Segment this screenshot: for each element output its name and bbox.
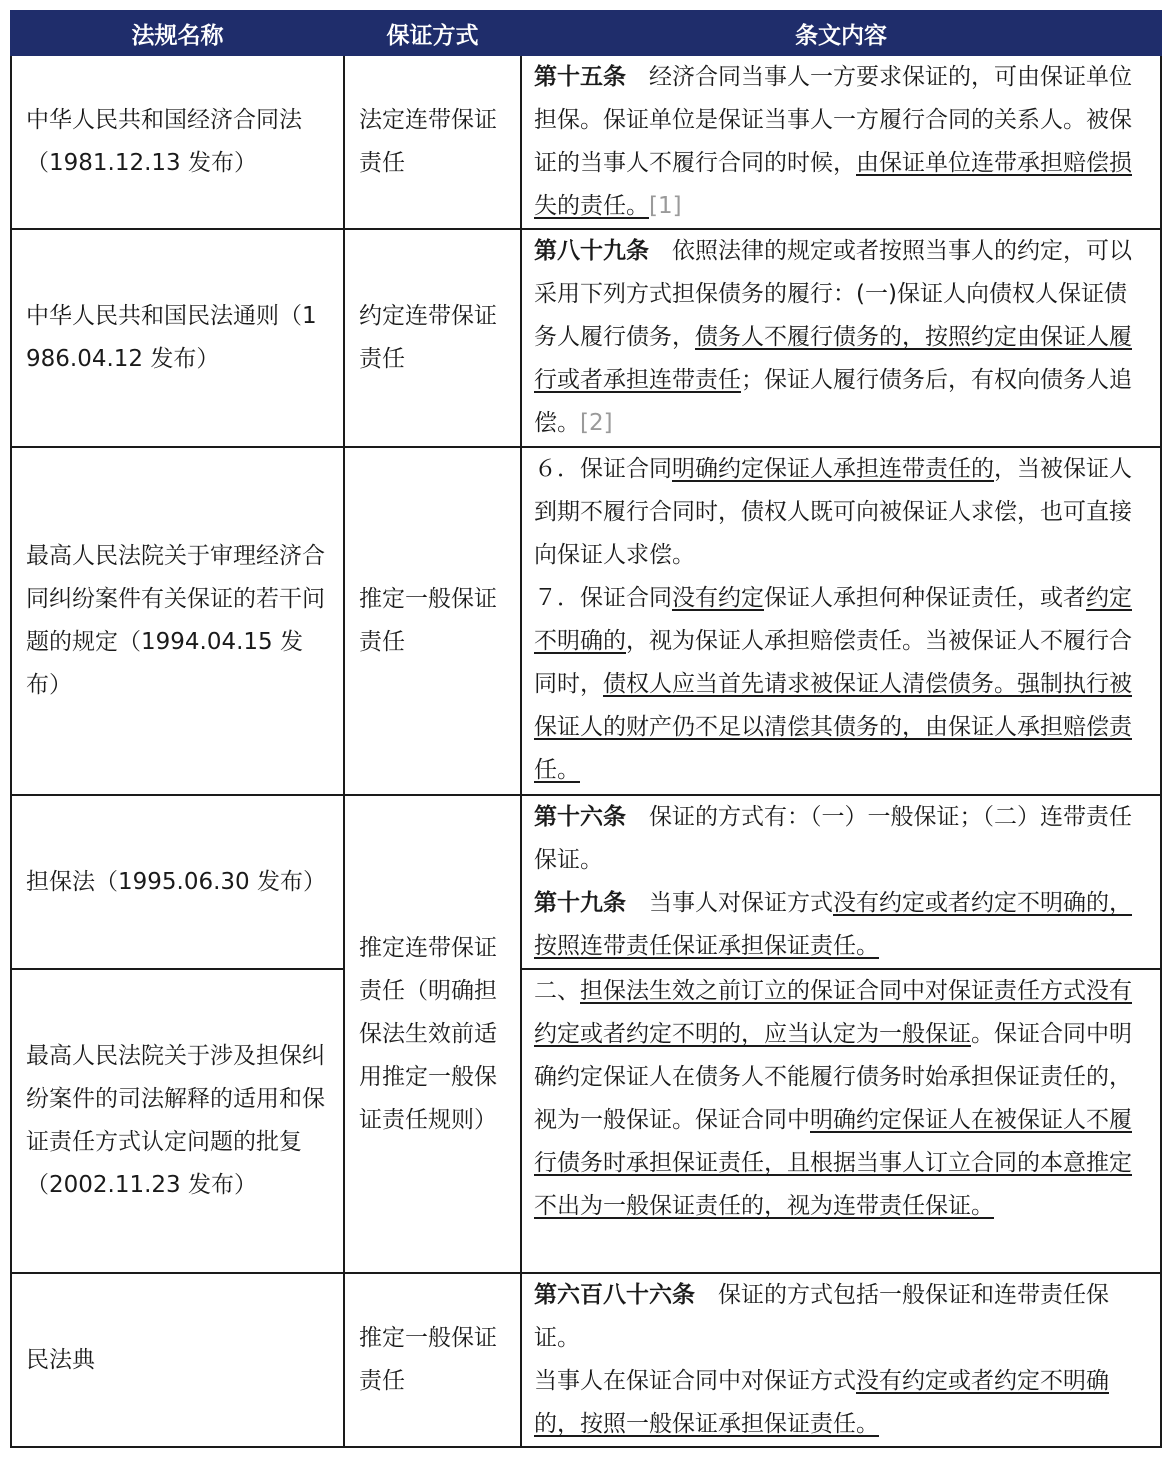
clause-content-cell bbox=[521, 1273, 1161, 1447]
clause-text: 经济合同当事人一方要求保证的，可由保证单位担保。保证单位是保证当事人一方履行合同的关系人。被保证的当事人不履行合同的时候， bbox=[534, 64, 1132, 176]
law-name-cell: 民法典 bbox=[11, 1273, 344, 1447]
table-row bbox=[11, 969, 1161, 1273]
clause-paragraph bbox=[534, 1360, 1148, 1446]
header-law-name: 法规名称 bbox=[11, 11, 344, 55]
footnote-ref[interactable]: [1] bbox=[649, 193, 682, 219]
clause-content-cell bbox=[521, 447, 1161, 795]
clause-text: 保证的方式有：（一）一般保证；（二）连带责任保证。 bbox=[534, 804, 1132, 873]
clause-content-cell bbox=[521, 55, 1161, 229]
clause-underlined-text: 没有约定 bbox=[672, 585, 764, 611]
clause-text: ；保证人履行债务后，有权向债务人追偿。 bbox=[534, 367, 1132, 436]
guarantee-method-cell: 推定连带保证责任（明确担保法生效前适用推定一般保证责任规则） bbox=[344, 795, 521, 1273]
clause-underlined-text: 债权人应当首先请求被保证人清偿债务。强制执行被保证人的财产仍不足以清偿其债务的，由保证人承担赔偿责任。 bbox=[534, 671, 1132, 783]
clause-underlined-text: 明确约定保证人承担连带责任的 bbox=[672, 456, 994, 482]
clause-text: 保证的方式包括一般保证和连带责任保证。 bbox=[534, 1282, 1109, 1351]
table-row bbox=[11, 55, 1161, 229]
table-row bbox=[11, 229, 1161, 447]
clause-paragraph bbox=[534, 577, 1148, 792]
clause-text: 。保证合同中明确约定保证人在债务人不能履行债务时始承担保证责任的，视为一般保证。保证合同中 bbox=[534, 1021, 1132, 1133]
clause-underlined-text: 明确约定保证人在被保证人不履行债务时承担保证责任，且根据当事人订立合同的本意推定不出为一般保证责任的，视为连带责任保证。 bbox=[534, 1107, 1132, 1219]
clause-text: ，当被保证人到期不履行合同时，债权人既可向被保证人求偿，也可直接向保证人求偿。 bbox=[534, 456, 1132, 568]
article-number: 第十九条 bbox=[534, 890, 626, 916]
clause-paragraph bbox=[534, 796, 1148, 882]
clause-text: ７．保证合同 bbox=[534, 585, 672, 611]
clause-text: ，视为保证人承担赔偿责任。当被保证人不履行合同时， bbox=[534, 628, 1132, 697]
table-row bbox=[11, 447, 1161, 795]
law-name-cell: 最高人民法院关于审理经济合同纠纷案件有关保证的若干问题的规定（1994.04.15 发布） bbox=[11, 447, 344, 795]
clause-text: 保证人承担何种保证责任，或者 bbox=[764, 585, 1086, 611]
article-number: 第六百八十六条 bbox=[534, 1282, 695, 1308]
clause-text: ６．保证合同 bbox=[534, 456, 672, 482]
guarantee-method-cell: 约定连带保证责任 bbox=[344, 229, 521, 447]
clause-paragraph bbox=[534, 882, 1148, 968]
table-row bbox=[11, 795, 1161, 969]
table-row bbox=[11, 1273, 1161, 1447]
guarantee-method-cell: 推定一般保证责任 bbox=[344, 1273, 521, 1447]
clause-underlined-text: 担保法生效之前订立的保证合同中对保证责任方式没有约定或者约定不明的，应当认定为一般保证 bbox=[534, 978, 1132, 1047]
law-name-cell: 中华人民共和国经济合同法（1981.12.13 发布） bbox=[11, 55, 344, 229]
article-number: 第十六条 bbox=[534, 804, 626, 830]
regulation-comparison-table bbox=[10, 10, 1162, 1448]
law-name-cell: 担保法（1995.06.30 发布） bbox=[11, 795, 344, 969]
clause-paragraph bbox=[534, 448, 1148, 577]
guarantee-method-cell: 推定一般保证责任 bbox=[344, 447, 521, 795]
clause-content-cell bbox=[521, 795, 1161, 969]
footnote-ref[interactable]: [2] bbox=[580, 410, 613, 436]
clause-paragraph bbox=[534, 230, 1148, 445]
law-name-cell: 中华人民共和国民法通则（1986.04.12 发布） bbox=[11, 229, 344, 447]
law-name-cell: 最高人民法院关于涉及担保纠纷案件的司法解释的适用和保证责任方式认定问题的批复（2002.11.23 发布） bbox=[11, 969, 344, 1273]
clause-underlined-text: 债务人不履行债务的，按照约定由保证人履行或者承担连带责任 bbox=[534, 324, 1132, 393]
clause-underlined-text: 没有约定或者约定不明确的，按照连带责任保证承担保证责任。 bbox=[534, 890, 1132, 959]
header-guarantee-method: 保证方式 bbox=[344, 11, 521, 55]
clause-underlined-text: 约定不明确的 bbox=[534, 585, 1132, 654]
article-number: 第十五条 bbox=[534, 64, 626, 90]
clause-paragraph bbox=[534, 1274, 1148, 1360]
clause-text: 依照法律的规定或者按照当事人的约定，可以采用下列方式担保债务的履行：(一)保证人向债权人保证债务人履行债务， bbox=[534, 238, 1132, 350]
article-number: 第八十九条 bbox=[534, 238, 649, 264]
clause-content-cell bbox=[521, 229, 1161, 447]
clause-text: 当事人对保证方式 bbox=[626, 890, 833, 916]
clause-text: 当事人在保证合同中对保证方式 bbox=[534, 1368, 856, 1394]
clause-underlined-text: 由保证单位连带承担赔偿损失的责任。 bbox=[534, 150, 1132, 219]
clause-paragraph bbox=[534, 970, 1148, 1228]
guarantee-method-cell: 法定连带保证责任 bbox=[344, 55, 521, 229]
clause-paragraph bbox=[534, 56, 1148, 228]
clause-underlined-text: 没有约定或者约定不明确的，按照一般保证承担保证责任。 bbox=[534, 1368, 1109, 1437]
clause-content-cell bbox=[521, 969, 1161, 1273]
header-clause-content: 条文内容 bbox=[521, 11, 1161, 55]
table-header-row bbox=[11, 11, 1161, 55]
clause-text: 二、 bbox=[534, 978, 580, 1004]
